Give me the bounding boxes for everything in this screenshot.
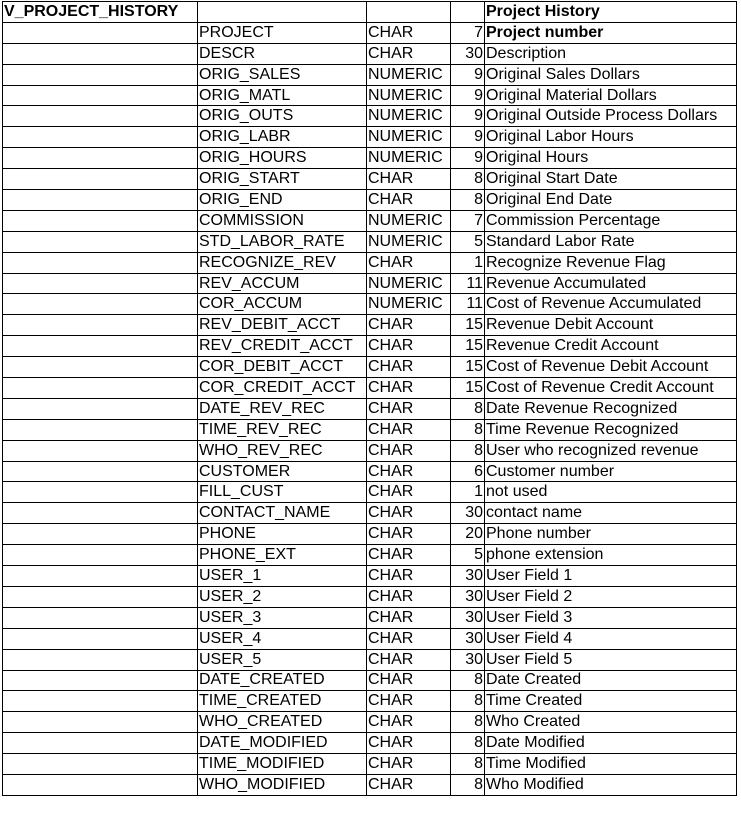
table-row	[3, 691, 737, 712]
field-type-cell[interactable]: NUMERIC	[367, 231, 451, 252]
view-cell[interactable]	[3, 398, 198, 419]
field-type-cell[interactable]: CHAR	[367, 461, 451, 482]
field-name-cell[interactable]: RECOGNIZE_REV	[198, 252, 367, 273]
view-cell[interactable]	[3, 482, 198, 503]
field-length-cell[interactable]: 8	[451, 419, 485, 440]
table-row	[3, 252, 737, 273]
field-description-cell[interactable]: Time Modified	[485, 754, 737, 775]
view-cell[interactable]	[3, 190, 198, 211]
field-description-cell[interactable]: Original Sales Dollars	[485, 64, 737, 85]
field-length-cell[interactable]: 5	[451, 545, 485, 566]
table-row	[3, 774, 737, 795]
field-name-cell[interactable]: CUSTOMER	[198, 461, 367, 482]
field-type-cell[interactable]: CHAR	[367, 378, 451, 399]
field-type-cell[interactable]: CHAR	[367, 607, 451, 628]
table-row	[3, 670, 737, 691]
field-type-cell[interactable]: CHAR	[367, 649, 451, 670]
table-row	[3, 378, 737, 399]
table-row	[3, 336, 737, 357]
field-name-cell[interactable]: ORIG_SALES	[198, 64, 367, 85]
view-cell[interactable]	[3, 440, 198, 461]
field-type-cell[interactable]: CHAR	[367, 524, 451, 545]
field-description-cell[interactable]: Original Outside Process Dollars	[485, 106, 737, 127]
field-type-cell[interactable]: CHAR	[367, 628, 451, 649]
field-name-cell[interactable]: COR_DEBIT_ACCT	[198, 357, 367, 378]
field-name-cell[interactable]: ORIG_HOURS	[198, 148, 367, 169]
table-row	[3, 461, 737, 482]
field-type-cell[interactable]: CHAR	[367, 190, 451, 211]
field-description-cell[interactable]: not used	[485, 482, 737, 503]
field-type-cell[interactable]: CHAR	[367, 754, 451, 775]
field-name-cell[interactable]: TIME_CREATED	[198, 691, 367, 712]
field-description-cell[interactable]: Standard Labor Rate	[485, 231, 737, 252]
field-length-cell[interactable]: 1	[451, 482, 485, 503]
field-description-cell[interactable]: Phone number	[485, 524, 737, 545]
table-row	[3, 43, 737, 64]
field-description-cell[interactable]: Who Created	[485, 712, 737, 733]
field-type-cell[interactable]: CHAR	[367, 482, 451, 503]
field-description-cell[interactable]: Cost of Revenue Credit Account	[485, 378, 737, 399]
field-description-cell[interactable]: Commission Percentage	[485, 210, 737, 231]
table-row	[3, 649, 737, 670]
field-length-cell[interactable]: 30	[451, 649, 485, 670]
field-type-cell[interactable]: CHAR	[367, 336, 451, 357]
field-name-cell[interactable]: COR_CREDIT_ACCT	[198, 378, 367, 399]
field-length-cell[interactable]: 11	[451, 294, 485, 315]
view-cell[interactable]	[3, 754, 198, 775]
field-type-cell[interactable]: CHAR	[367, 566, 451, 587]
field-name-cell[interactable]: TIME_MODIFIED	[198, 754, 367, 775]
table-row	[3, 733, 737, 754]
table-row	[3, 545, 737, 566]
view-cell[interactable]	[3, 85, 198, 106]
field-name-cell[interactable]: COMMISSION	[198, 210, 367, 231]
field-type-cell[interactable]: NUMERIC	[367, 85, 451, 106]
field-type-cell[interactable]: CHAR	[367, 315, 451, 336]
field-length-cell[interactable]: 8	[451, 190, 485, 211]
field-type-cell[interactable]: CHAR	[367, 503, 451, 524]
view-cell[interactable]	[3, 148, 198, 169]
table-row	[3, 398, 737, 419]
view-cell[interactable]	[3, 336, 198, 357]
field-name-cell[interactable]: USER_5	[198, 649, 367, 670]
field-length-cell[interactable]: 9	[451, 106, 485, 127]
table-row	[3, 503, 737, 524]
field-description-cell[interactable]: Revenue Debit Account	[485, 315, 737, 336]
view-cell[interactable]	[3, 315, 198, 336]
field-type-cell[interactable]: CHAR	[367, 252, 451, 273]
view-cell[interactable]	[3, 712, 198, 733]
field-description-cell[interactable]: User Field 1	[485, 566, 737, 587]
field-name-cell[interactable]: COR_ACCUM	[198, 294, 367, 315]
field-description-cell[interactable]: Cost of Revenue Accumulated	[485, 294, 737, 315]
table-row	[3, 628, 737, 649]
field-description-cell[interactable]: Customer number	[485, 461, 737, 482]
field-length-cell[interactable]: 30	[451, 43, 485, 64]
table-row	[3, 524, 737, 545]
table-row	[3, 419, 737, 440]
table-row	[3, 586, 737, 607]
field-description-cell[interactable]: Revenue Accumulated	[485, 273, 737, 294]
header-length-cell[interactable]	[451, 2, 485, 23]
table-row	[3, 357, 737, 378]
field-length-cell[interactable]: 8	[451, 754, 485, 775]
table-row	[3, 148, 737, 169]
view-cell[interactable]	[3, 733, 198, 754]
table-row	[3, 273, 737, 294]
view-cell[interactable]	[3, 252, 198, 273]
field-length-cell[interactable]: 9	[451, 127, 485, 148]
view-cell[interactable]	[3, 524, 198, 545]
table-row	[3, 607, 737, 628]
field-name-cell[interactable]: USER_3	[198, 607, 367, 628]
field-name-cell[interactable]: ORIG_START	[198, 169, 367, 190]
field-length-cell[interactable]: 8	[451, 691, 485, 712]
table-row	[3, 169, 737, 190]
field-name-cell[interactable]: WHO_REV_REC	[198, 440, 367, 461]
view-cell[interactable]	[3, 169, 198, 190]
view-cell[interactable]	[3, 22, 198, 43]
field-description-cell[interactable]: Date Modified	[485, 733, 737, 754]
field-type-cell[interactable]: CHAR	[367, 545, 451, 566]
view-cell[interactable]	[3, 64, 198, 85]
table-row	[3, 190, 737, 211]
field-length-cell[interactable]: 7	[451, 210, 485, 231]
field-type-cell[interactable]: CHAR	[367, 586, 451, 607]
field-description-cell[interactable]: Original Material Dollars	[485, 85, 737, 106]
field-description-cell[interactable]: Original Start Date	[485, 169, 737, 190]
field-name-cell[interactable]: ORIG_MATL	[198, 85, 367, 106]
field-description-cell[interactable]: Original Labor Hours	[485, 127, 737, 148]
table-row	[3, 712, 737, 733]
table-row	[3, 22, 737, 43]
field-name-cell[interactable]: DATE_REV_REC	[198, 398, 367, 419]
field-name-cell[interactable]: USER_4	[198, 628, 367, 649]
table-row	[3, 106, 737, 127]
field-name-cell[interactable]: REV_DEBIT_ACCT	[198, 315, 367, 336]
field-description-cell[interactable]: Cost of Revenue Debit Account	[485, 357, 737, 378]
field-description-cell[interactable]: User who recognized revenue	[485, 440, 737, 461]
field-type-cell[interactable]: CHAR	[367, 670, 451, 691]
field-name-cell[interactable]: WHO_CREATED	[198, 712, 367, 733]
field-length-cell[interactable]: 30	[451, 566, 485, 587]
field-length-cell[interactable]: 30	[451, 607, 485, 628]
table-description-cell[interactable]: Project History	[485, 2, 737, 23]
field-type-cell[interactable]: NUMERIC	[367, 127, 451, 148]
field-length-cell[interactable]: 8	[451, 712, 485, 733]
field-description-cell[interactable]: Description	[485, 43, 737, 64]
field-length-cell[interactable]: 9	[451, 85, 485, 106]
header-field-cell[interactable]	[198, 2, 367, 23]
field-name-cell[interactable]: DATE_CREATED	[198, 670, 367, 691]
view-cell[interactable]	[3, 649, 198, 670]
view-cell[interactable]	[3, 357, 198, 378]
field-name-cell[interactable]: USER_1	[198, 566, 367, 587]
table-row	[3, 210, 737, 231]
field-length-cell[interactable]: 8	[451, 169, 485, 190]
field-length-cell[interactable]: 8	[451, 774, 485, 795]
field-description-cell[interactable]: User Field 3	[485, 607, 737, 628]
view-cell[interactable]	[3, 210, 198, 231]
view-cell[interactable]	[3, 545, 198, 566]
view-cell[interactable]	[3, 628, 198, 649]
view-name-cell[interactable]: V_PROJECT_HISTORY	[3, 2, 198, 23]
view-cell[interactable]	[3, 670, 198, 691]
field-type-cell[interactable]: CHAR	[367, 440, 451, 461]
field-name-cell[interactable]: ORIG_OUTS	[198, 106, 367, 127]
field-type-cell[interactable]: NUMERIC	[367, 148, 451, 169]
field-type-cell[interactable]: CHAR	[367, 419, 451, 440]
field-length-cell[interactable]: 8	[451, 733, 485, 754]
table-row	[3, 85, 737, 106]
field-description-cell[interactable]: Original End Date	[485, 190, 737, 211]
view-cell[interactable]	[3, 43, 198, 64]
field-type-cell[interactable]: NUMERIC	[367, 294, 451, 315]
field-name-cell[interactable]: PROJECT	[198, 22, 367, 43]
field-length-cell[interactable]: 8	[451, 670, 485, 691]
field-length-cell[interactable]: 6	[451, 461, 485, 482]
field-description-cell[interactable]: Date Created	[485, 670, 737, 691]
field-description-cell[interactable]: phone extension	[485, 545, 737, 566]
field-length-cell[interactable]: 11	[451, 273, 485, 294]
field-length-cell[interactable]: 15	[451, 336, 485, 357]
field-description-cell[interactable]: User Field 4	[485, 628, 737, 649]
table-row	[3, 294, 737, 315]
field-description-cell[interactable]: Recognize Revenue Flag	[485, 252, 737, 273]
field-length-cell[interactable]: 15	[451, 378, 485, 399]
view-cell[interactable]	[3, 419, 198, 440]
view-cell[interactable]	[3, 607, 198, 628]
field-name-cell[interactable]: REV_ACCUM	[198, 273, 367, 294]
field-name-cell[interactable]: STD_LABOR_RATE	[198, 231, 367, 252]
field-description-cell[interactable]: contact name	[485, 503, 737, 524]
field-description-cell[interactable]: Original Hours	[485, 148, 737, 169]
field-length-cell[interactable]: 15	[451, 315, 485, 336]
field-length-cell[interactable]: 7	[451, 22, 485, 43]
field-name-cell[interactable]: USER_2	[198, 586, 367, 607]
field-type-cell[interactable]: CHAR	[367, 774, 451, 795]
field-type-cell[interactable]: CHAR	[367, 43, 451, 64]
field-length-cell[interactable]: 30	[451, 503, 485, 524]
field-definition-table	[2, 1, 737, 796]
view-cell[interactable]	[3, 461, 198, 482]
view-cell[interactable]	[3, 294, 198, 315]
field-type-cell[interactable]: CHAR	[367, 733, 451, 754]
field-length-cell[interactable]: 5	[451, 231, 485, 252]
field-type-cell[interactable]: NUMERIC	[367, 64, 451, 85]
field-type-cell[interactable]: CHAR	[367, 691, 451, 712]
table-row	[3, 754, 737, 775]
field-description-cell[interactable]: User Field 5	[485, 649, 737, 670]
field-name-cell[interactable]: DESCR	[198, 43, 367, 64]
field-description-cell[interactable]: Revenue Credit Account	[485, 336, 737, 357]
field-type-cell[interactable]: NUMERIC	[367, 210, 451, 231]
table-row	[3, 440, 737, 461]
field-name-cell[interactable]: TIME_REV_REC	[198, 419, 367, 440]
view-cell[interactable]	[3, 273, 198, 294]
field-name-cell[interactable]: CONTACT_NAME	[198, 503, 367, 524]
field-name-cell[interactable]: FILL_CUST	[198, 482, 367, 503]
table-row	[3, 315, 737, 336]
field-type-cell[interactable]: NUMERIC	[367, 273, 451, 294]
field-length-cell[interactable]: 15	[451, 357, 485, 378]
field-length-cell[interactable]: 30	[451, 586, 485, 607]
field-description-cell[interactable]: Time Revenue Recognized	[485, 419, 737, 440]
field-length-cell[interactable]: 8	[451, 440, 485, 461]
field-name-cell[interactable]: WHO_MODIFIED	[198, 774, 367, 795]
field-length-cell[interactable]: 8	[451, 398, 485, 419]
table-row	[3, 482, 737, 503]
view-cell[interactable]	[3, 691, 198, 712]
field-description-cell[interactable]: Time Created	[485, 691, 737, 712]
field-name-cell[interactable]: ORIG_LABR	[198, 127, 367, 148]
field-type-cell[interactable]: CHAR	[367, 22, 451, 43]
field-name-cell[interactable]: ORIG_END	[198, 190, 367, 211]
table-row	[3, 231, 737, 252]
field-length-cell[interactable]: 9	[451, 148, 485, 169]
table-row	[3, 127, 737, 148]
header-type-cell[interactable]	[367, 2, 451, 23]
view-cell[interactable]	[3, 106, 198, 127]
field-description-cell[interactable]: User Field 2	[485, 586, 737, 607]
view-cell[interactable]	[3, 231, 198, 252]
table-body	[3, 2, 737, 796]
header-row	[3, 2, 737, 23]
view-cell[interactable]	[3, 586, 198, 607]
view-cell[interactable]	[3, 503, 198, 524]
field-description-cell[interactable]: Project number	[485, 22, 737, 43]
view-cell[interactable]	[3, 127, 198, 148]
field-type-cell[interactable]: CHAR	[367, 398, 451, 419]
field-length-cell[interactable]: 9	[451, 64, 485, 85]
field-length-cell[interactable]: 30	[451, 628, 485, 649]
view-cell[interactable]	[3, 566, 198, 587]
field-name-cell[interactable]: PHONE_EXT	[198, 545, 367, 566]
view-cell[interactable]	[3, 774, 198, 795]
field-name-cell[interactable]: REV_CREDIT_ACCT	[198, 336, 367, 357]
field-type-cell[interactable]: CHAR	[367, 357, 451, 378]
field-description-cell[interactable]: Date Revenue Recognized	[485, 398, 737, 419]
table-row	[3, 566, 737, 587]
field-type-cell[interactable]: NUMERIC	[367, 106, 451, 127]
field-type-cell[interactable]: CHAR	[367, 712, 451, 733]
table-row	[3, 64, 737, 85]
view-cell[interactable]	[3, 378, 198, 399]
field-length-cell[interactable]: 1	[451, 252, 485, 273]
field-type-cell[interactable]: CHAR	[367, 169, 451, 190]
field-name-cell[interactable]: PHONE	[198, 524, 367, 545]
field-description-cell[interactable]: Who Modified	[485, 774, 737, 795]
field-name-cell[interactable]: DATE_MODIFIED	[198, 733, 367, 754]
field-length-cell[interactable]: 20	[451, 524, 485, 545]
